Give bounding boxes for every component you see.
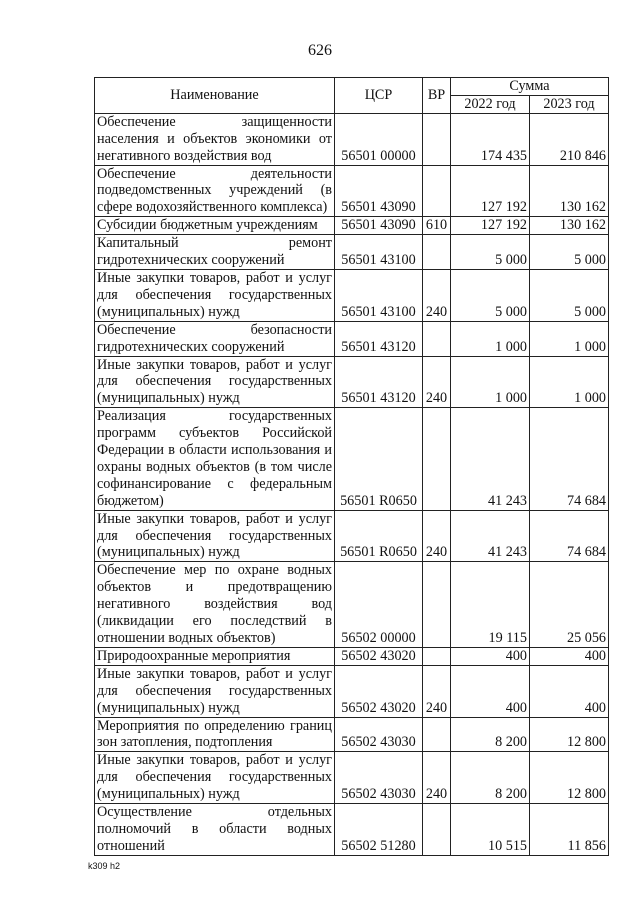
row-sum-2023: 1 000: [530, 321, 609, 356]
row-name: Осуществление отдельных полномочий в области водных отношений: [95, 804, 335, 856]
row-vr: [423, 804, 451, 856]
row-name: Обеспечение деятельности подведомственных учреждений (в сфере водохозяйственного комплекса): [95, 165, 335, 217]
table-row: [95, 113, 609, 165]
row-sum-2023: 130 162: [530, 217, 609, 235]
row-sum-2022: 5 000: [451, 235, 530, 270]
row-vr: [423, 408, 451, 510]
header-year-2022: 2022 год: [451, 95, 530, 113]
row-csr: 56502 43020: [335, 665, 423, 717]
row-csr: 56501 43090: [335, 165, 423, 217]
table-row: [95, 717, 609, 752]
row-name: Обеспечение защищенности населения и объектов экономики от негативного воздействия вод: [95, 113, 335, 165]
footer-code: k309 h2: [88, 861, 121, 871]
table-row: [95, 562, 609, 648]
table-row: [95, 321, 609, 356]
row-sum-2022: 1 000: [451, 356, 530, 408]
row-csr: 56501 43120: [335, 321, 423, 356]
table-row: [95, 235, 609, 270]
row-vr: 610: [423, 217, 451, 235]
row-csr: 56502 43030: [335, 752, 423, 804]
row-sum-2022: 127 192: [451, 165, 530, 217]
row-sum-2023: 400: [530, 647, 609, 665]
row-sum-2022: 1 000: [451, 321, 530, 356]
row-sum-2023: 130 162: [530, 165, 609, 217]
row-csr: 56501 00000: [335, 113, 423, 165]
table-row: [95, 752, 609, 804]
row-csr: 56502 00000: [335, 562, 423, 648]
table-row: [95, 804, 609, 856]
row-csr: 56501 R0650: [335, 408, 423, 510]
row-vr: 240: [423, 510, 451, 562]
header-vr: ВР: [423, 78, 451, 114]
row-sum-2022: 19 115: [451, 562, 530, 648]
row-vr: [423, 717, 451, 752]
row-sum-2023: 74 684: [530, 408, 609, 510]
row-name: Обеспечение мер по охране водных объектов и предотвращению негативного воздействия вод (ликвидации его последствий в отношении водных объектов): [95, 562, 335, 648]
row-name: Иные закупки товаров, работ и услуг для обеспечения государственных (муниципальных) нужд: [95, 269, 335, 321]
row-sum-2022: 400: [451, 665, 530, 717]
row-vr: [423, 321, 451, 356]
row-name: Природоохранные мероприятия: [95, 647, 335, 665]
row-name: Реализация государственных программ субъектов Российской Федерации в области использования и охраны водных объектов (в том числе софинансирование с федеральным бюджетом): [95, 408, 335, 510]
row-sum-2023: 5 000: [530, 269, 609, 321]
row-sum-2023: 1 000: [530, 356, 609, 408]
row-name: Обеспечение безопасности гидротехнических сооружений: [95, 321, 335, 356]
row-sum-2023: 12 800: [530, 717, 609, 752]
row-csr: 56502 51280: [335, 804, 423, 856]
row-sum-2023: 400: [530, 665, 609, 717]
row-sum-2022: 10 515: [451, 804, 530, 856]
row-csr: 56502 43030: [335, 717, 423, 752]
row-vr: 240: [423, 356, 451, 408]
table-row: [95, 510, 609, 562]
table-body: [95, 113, 609, 855]
row-name: Иные закупки товаров, работ и услуг для обеспечения государственных (муниципальных) нужд: [95, 356, 335, 408]
row-sum-2023: 11 856: [530, 804, 609, 856]
row-sum-2022: 8 200: [451, 717, 530, 752]
row-sum-2022: 41 243: [451, 408, 530, 510]
row-sum-2022: 174 435: [451, 113, 530, 165]
table-row: [95, 647, 609, 665]
table-row: [95, 356, 609, 408]
row-sum-2022: 5 000: [451, 269, 530, 321]
table-row: [95, 269, 609, 321]
row-csr: 56501 R0650: [335, 510, 423, 562]
row-sum-2023: 5 000: [530, 235, 609, 270]
row-sum-2022: 400: [451, 647, 530, 665]
row-sum-2023: 210 846: [530, 113, 609, 165]
row-csr: 56501 43120: [335, 356, 423, 408]
row-vr: [423, 113, 451, 165]
header-csr: ЦСР: [335, 78, 423, 114]
row-vr: [423, 165, 451, 217]
row-sum-2022: 41 243: [451, 510, 530, 562]
row-sum-2023: 25 056: [530, 562, 609, 648]
row-vr: [423, 562, 451, 648]
page-number: 626: [308, 42, 332, 59]
row-csr: 56501 43090: [335, 217, 423, 235]
row-csr: 56501 43100: [335, 235, 423, 270]
row-vr: [423, 235, 451, 270]
table-row: [95, 165, 609, 217]
table-header: [95, 78, 609, 114]
row-vr: [423, 647, 451, 665]
header-name: Наименование: [95, 78, 335, 114]
row-sum-2023: 74 684: [530, 510, 609, 562]
row-sum-2023: 12 800: [530, 752, 609, 804]
row-vr: 240: [423, 665, 451, 717]
table-row: [95, 408, 609, 510]
row-vr: 240: [423, 269, 451, 321]
header-sum: Сумма: [451, 78, 609, 96]
header-year-2023: 2023 год: [530, 95, 609, 113]
row-sum-2022: 127 192: [451, 217, 530, 235]
row-name: Капитальный ремонт гидротехнических сооружений: [95, 235, 335, 270]
row-name: Иные закупки товаров, работ и услуг для обеспечения государственных (муниципальных) нужд: [95, 510, 335, 562]
row-name: Мероприятия по определению границ зон затопления, подтопления: [95, 717, 335, 752]
row-name: Иные закупки товаров, работ и услуг для обеспечения государственных (муниципальных) нужд: [95, 752, 335, 804]
row-vr: 240: [423, 752, 451, 804]
row-csr: 56501 43100: [335, 269, 423, 321]
budget-table: [94, 77, 609, 856]
row-csr: 56502 43020: [335, 647, 423, 665]
table-row: [95, 217, 609, 235]
row-name: Иные закупки товаров, работ и услуг для обеспечения государственных (муниципальных) нужд: [95, 665, 335, 717]
row-name: Субсидии бюджетным учреждениям: [95, 217, 335, 235]
table-row: [95, 665, 609, 717]
row-sum-2022: 8 200: [451, 752, 530, 804]
